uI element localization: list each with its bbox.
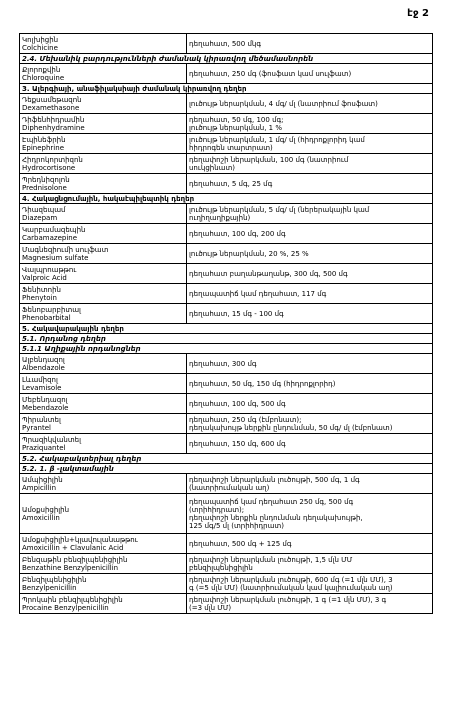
drug-name-cell: [20, 94, 187, 114]
dosage-form-line: դեղահատ, 50 մգ, 100 մգ;: [189, 115, 284, 124]
drug-name-cell: [20, 174, 187, 194]
dosage-form-cell: [187, 434, 433, 454]
drug-name-latin: Epinephrine: [22, 143, 64, 152]
dosage-form-line: գ (=5 մլն ՄՄ) (նատրիումական կամ կալիումական աղ): [189, 583, 393, 592]
dosage-form-cell: [187, 414, 433, 434]
drug-name-cell: [20, 474, 187, 494]
drug-row: [20, 494, 433, 534]
dosage-form-line: դեղահատ, 5 մգ, 25 մգ: [189, 179, 273, 188]
section-row: [20, 344, 433, 354]
drug-name-latin: Diazepam: [22, 213, 58, 222]
dosage-form-cell: [187, 94, 433, 114]
drug-name-armenian: Ամօքսիցիլին: [22, 505, 70, 514]
drug-row: [20, 134, 433, 154]
drug-name-armenian: Ամպիցիլին: [22, 475, 63, 484]
section-heading: 5.1. Որդանոց դեղեր: [20, 334, 433, 344]
dosage-form-cell: [187, 374, 433, 394]
page-number: էջ 2: [407, 8, 429, 19]
section-row: [20, 334, 433, 344]
section-row: [20, 84, 433, 94]
dosage-form-cell: [187, 284, 433, 304]
drug-row: [20, 64, 433, 84]
drug-name-latin: Colchicine: [22, 43, 58, 52]
dosage-form-cell: [187, 244, 433, 264]
drug-row: [20, 264, 433, 284]
drug-row: [20, 354, 433, 374]
drug-name-armenian: Մեբենդազոլ: [22, 395, 68, 404]
dosage-form-line: դեղափոշի ներարկման լուծույթի, 1 գ (=1 մլն ՄՄ), 3 գ: [189, 595, 387, 604]
drug-name-latin: Benzylpenicillin: [22, 583, 77, 592]
drug-row: [20, 244, 433, 264]
dosage-form-line: դեղահատ, 250 մգ (էմբոնատ);: [189, 415, 302, 424]
drug-name-latin: Dexamethasone: [22, 103, 80, 112]
drug-row: [20, 394, 433, 414]
dosage-form-line: դեղափոշի ներարկման, 100 մգ (նատրիում: [189, 155, 349, 164]
dosage-form-line: դեղահատ, 100 մգ, 500 մգ: [189, 399, 286, 408]
dosage-form-line: դեղափոշի ներարկման լուծույթի, 1,5 մլն ՄՄ: [189, 555, 353, 564]
drug-name-cell: [20, 494, 187, 534]
drug-name-latin: Prednisolone: [22, 183, 67, 192]
drug-row: [20, 224, 433, 244]
drug-name-cell: [20, 534, 187, 554]
dosage-form-line: դեղահատ, 100 մգ, 200 մգ: [189, 229, 286, 238]
drug-name-cell: [20, 34, 187, 54]
drug-row: [20, 114, 433, 134]
drug-row: [20, 204, 433, 224]
drug-row: [20, 414, 433, 434]
dosage-form-line: դեղահատ, 500 մկգ: [189, 39, 261, 48]
drug-name-latin: Pyrantel: [22, 423, 51, 432]
drug-name-armenian: Դիազեպամ: [22, 205, 66, 214]
drug-name-latin: Chloroquine: [22, 73, 65, 82]
drug-name-armenian: Վալպրոաթթու: [22, 265, 77, 274]
dosage-form-line: դեղահատ բաղանթաղանթ, 300 մգ, 500 մգ: [189, 269, 348, 278]
drug-name-latin: Hydrocortisone: [22, 163, 76, 172]
drug-name-armenian: Ամօքսիցիլին+կլավուլանաթթու: [22, 535, 138, 544]
drug-name-cell: [20, 574, 187, 594]
drug-name-latin: Diphenhydramine: [22, 123, 85, 132]
drug-name-latin: Ampicillin: [22, 483, 57, 492]
drug-name-cell: [20, 304, 187, 324]
section-row: [20, 54, 433, 64]
section-row: [20, 324, 433, 334]
drug-name-latin: Magnesium sulfate: [22, 253, 89, 262]
drug-name-cell: [20, 354, 187, 374]
drug-name-latin: Valproic Acid: [22, 273, 67, 282]
drug-name-armenian: Հիդրոկորտիզոն: [22, 155, 83, 164]
dosage-form-cell: [187, 354, 433, 374]
dosage-form-cell: [187, 34, 433, 54]
dosage-form-cell: [187, 114, 433, 134]
dosage-form-cell: [187, 154, 433, 174]
dosage-form-cell: [187, 204, 433, 224]
dosage-form-cell: [187, 304, 433, 324]
section-heading: 5.1.1 Աղիքային որդանոցներ: [20, 344, 433, 354]
dosage-form-line: դեղապատիճ կամ դեղահատ, 117 մգ: [189, 289, 327, 298]
drug-name-armenian: Պրեդնիզոլոն: [22, 175, 70, 184]
dosage-form-line: լուծույթ ներարկման, 20 %, 25 %: [189, 249, 309, 258]
drug-name-latin: Albendazole: [22, 363, 65, 372]
dosage-form-line: դեղահատ, 250 մգ (ֆոսֆատ կամ սուլֆատ): [189, 69, 352, 78]
dosage-form-line: դեղափոշի ներարկման լուծույթի, 600 մգ (=1 մլն ՄՄ), 3: [189, 575, 393, 584]
dosage-form-line: դեղակախույթ ներքին ընդունման, 50 մգ/ մլ (էմբոնատ): [189, 423, 393, 432]
drug-name-armenian: Դեքսամեթազոն: [22, 95, 82, 104]
dosage-form-cell: [187, 224, 433, 244]
drug-name-latin: Praziquantel: [22, 443, 66, 452]
dosage-form-line: դեղապատիճ կամ դեղահատ 250 մգ, 500 մգ: [189, 497, 354, 506]
drug-name-armenian: Բենզաթին բենզիլպենիցիլին: [22, 555, 128, 564]
drug-row: [20, 154, 433, 174]
drug-name-armenian: Կոլխիցին: [22, 35, 59, 44]
dosage-form-cell: [187, 394, 433, 414]
drug-name-armenian: Պիրանտել: [22, 415, 61, 424]
drug-row: [20, 534, 433, 554]
drug-name-cell: [20, 154, 187, 174]
dosage-form-line: դեղահատ, 150 մգ, 600 մգ: [189, 439, 286, 448]
drug-row: [20, 34, 433, 54]
drug-name-cell: [20, 264, 187, 284]
drug-name-armenian: Պրազիկվանտել: [22, 435, 82, 444]
section-row: [20, 454, 433, 464]
drug-name-armenian: Ալբենդազոլ: [22, 355, 65, 364]
section-heading: 5.2. Հակաբակտերիալ դեղեր: [20, 454, 433, 464]
dosage-form-line: դեղահատ, 15 մգ - 100 մգ: [189, 309, 284, 318]
drug-name-latin: Phenytoin: [22, 293, 57, 302]
drug-name-cell: [20, 64, 187, 84]
section-heading: 5. Հակավարակային դեղեր: [20, 324, 433, 334]
drug-name-armenian: Էպինեֆրին: [22, 135, 66, 144]
drug-row: [20, 174, 433, 194]
drug-name-armenian: Դիֆենհիդրամին: [22, 115, 85, 124]
dosage-form-line: բենզիլպենիցիլին: [189, 563, 253, 572]
drug-row: [20, 284, 433, 304]
dosage-form-cell: [187, 594, 433, 614]
dosage-form-cell: [187, 574, 433, 594]
drug-row: [20, 554, 433, 574]
drug-name-latin: Amoxicillin: [22, 513, 60, 522]
drug-name-armenian: Մագնեզիումի սուլֆատ: [22, 245, 109, 254]
dosage-form-line: դեղահատ, 50 մգ, 150 մգ (հիդրոքլորիդ): [189, 379, 336, 388]
drug-name-cell: [20, 394, 187, 414]
drug-row: [20, 574, 433, 594]
drug-name-latin: Carbamazepine: [22, 233, 78, 242]
drug-list-table: [19, 33, 433, 614]
section-heading: 5.2. 1. β -լակտամային: [20, 464, 433, 474]
dosage-form-cell: [187, 264, 433, 284]
drug-name-armenian: Բենզիլպենիցիլին: [22, 575, 87, 584]
dosage-form-line: (նատրիումական աղ): [189, 483, 270, 492]
drug-name-armenian: Ֆենոբարբիտալ: [22, 305, 81, 314]
drug-name-cell: [20, 554, 187, 574]
drug-name-armenian: Պրոկաին բենզիլպենիցիլին: [22, 595, 123, 604]
drug-name-cell: [20, 414, 187, 434]
dosage-form-cell: [187, 474, 433, 494]
drug-name-armenian: Քլորոքվին: [22, 65, 61, 74]
dosage-form-cell: [187, 534, 433, 554]
dosage-form-line: դեղափոշի ներքին ընդունման դեղակախույթի,: [189, 513, 363, 522]
drug-name-cell: [20, 284, 187, 304]
drug-row: [20, 94, 433, 114]
dosage-form-line: սուկցինատ): [189, 163, 236, 172]
dosage-form-line: (տրիհիդրատ);: [189, 505, 245, 514]
section-heading: 2.4. Մեխանիկ բարդությունների ժամանակ կիրառվող մեծամասնորեն: [20, 54, 433, 64]
drug-name-latin: Mebendazole: [22, 403, 69, 412]
drug-row: [20, 474, 433, 494]
drug-name-armenian: Ֆենիտոին: [22, 285, 61, 294]
drug-name-latin: Phenobarbital: [22, 313, 71, 322]
dosage-form-line: լուծույթ ներարկման, 5 մգ/ մլ (ներերակային կամ: [189, 205, 370, 214]
dosage-form-cell: [187, 174, 433, 194]
drug-name-cell: [20, 244, 187, 264]
drug-name-cell: [20, 134, 187, 154]
drug-list-body: [20, 34, 433, 614]
section-row: [20, 464, 433, 474]
drug-row: [20, 594, 433, 614]
drug-name-cell: [20, 224, 187, 244]
dosage-form-line: լուծույթ ներարկման, 4 մգ/ մլ (նատրիում ֆոսֆատ): [189, 99, 378, 108]
dosage-form-cell: [187, 494, 433, 534]
drug-row: [20, 434, 433, 454]
drug-name-cell: [20, 594, 187, 614]
drug-name-latin: Amoxicillin + Clavulanic Acid: [22, 543, 124, 552]
drug-name-latin: Benzathine Benzylpenicillin: [22, 563, 119, 572]
drug-name-cell: [20, 434, 187, 454]
dosage-form-line: հիդրոգեն տարտրատ): [189, 143, 273, 152]
drug-row: [20, 304, 433, 324]
drug-name-armenian: Կարբամազեպին: [22, 225, 86, 234]
dosage-form-line: լուծույթ ներարկման, 1 մգ/ մլ (հիդրոքլորիդ կամ: [189, 135, 365, 144]
dosage-form-line: լուծույթ ներարկման, 1 %: [189, 123, 282, 132]
drug-row: [20, 374, 433, 394]
dosage-form-cell: [187, 64, 433, 84]
dosage-form-cell: [187, 554, 433, 574]
dosage-form-line: ուղիղաղիքային): [189, 213, 251, 222]
drug-name-cell: [20, 204, 187, 224]
dosage-form-line: 125 մգ/5 մլ (տրիհիդրատ): [189, 521, 284, 530]
section-heading: 3. Ալերգիայի, անաֆիլակսիայի ժամանակ կիրառվող դեղեր: [20, 84, 433, 94]
dosage-form-line: դեղահատ, 500 մգ + 125 մգ: [189, 539, 292, 548]
drug-name-latin: Procaine Benzylpenicillin: [22, 603, 109, 612]
dosage-form-line: (=3 մլն ՄՄ): [189, 603, 232, 612]
section-row: [20, 194, 433, 204]
drug-name-latin: Levamisole: [22, 383, 62, 392]
drug-name-cell: [20, 114, 187, 134]
dosage-form-line: դեղափոշի ներարկման լուծույթի, 500 մգ, 1 մգ: [189, 475, 360, 484]
dosage-form-line: դեղահատ, 300 մգ: [189, 359, 257, 368]
drug-name-armenian: Լևամիզոլ: [22, 375, 58, 384]
dosage-form-cell: [187, 134, 433, 154]
drug-name-cell: [20, 374, 187, 394]
section-heading: 4. Հակացնցումային, հակաէպիլեպտիկ դեղեր: [20, 194, 433, 204]
